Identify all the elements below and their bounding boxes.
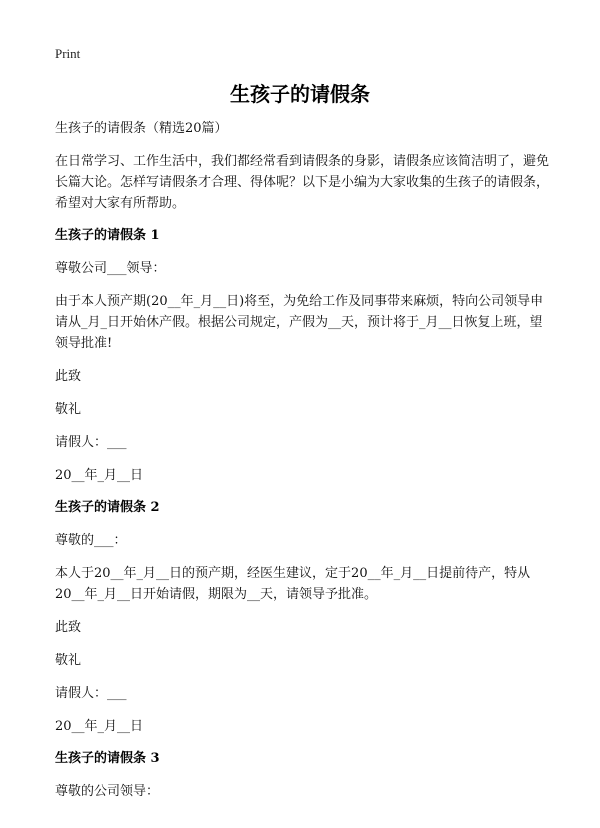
salutation-3: 尊敬的公司领导： (55, 784, 160, 799)
closing-cizhi-2: 此致 (55, 620, 82, 635)
document-body (55, 118, 550, 814)
salutation-2: 尊敬的___： (55, 533, 127, 548)
section-heading-1: 生孩子的请假条 1 (55, 228, 160, 243)
signature-line-2: 请假人：___ (55, 686, 127, 701)
print-link[interactable]: Print (55, 46, 81, 61)
subtitle-paragraph: 生孩子的请假条（精选20篇） (55, 121, 228, 136)
salutation-1: 尊敬公司___领导： (55, 261, 166, 276)
body-paragraph-2: 本人于20__年_月__日的预产期，经医生建议，定于20__年_月__日提前待产，特从20__年_月__日开始请假，期限为__天，请领导予批准。 (55, 566, 531, 602)
date-line-2: 20__年_月__日 (55, 719, 144, 734)
page-title: 生孩子的请假条 (230, 82, 370, 106)
section-heading-3: 生孩子的请假条 3 (55, 751, 160, 766)
closing-jingli-2: 敬礼 (55, 653, 82, 668)
closing-jingli-1: 敬礼 (55, 402, 82, 417)
closing-cizhi-1: 此致 (55, 369, 82, 384)
body-paragraph-1: 由于本人预产期(20__年_月__日)将至，为免给工作及同事带来麻烦，特向公司领导申请从_月_日开始休产假。根据公司规定，产假为__天，预计将于_月__日恢复上班，望领导批准! (55, 294, 544, 351)
section-heading-2: 生孩子的请假条 2 (55, 500, 160, 515)
signature-line-1: 请假人：___ (55, 435, 127, 450)
intro-paragraph: 在日常学习、工作生活中，我们都经常看到请假条的身影，请假条应该简洁明了，避免长篇大论。怎样写请假条才合理、得体呢？以下是小编为大家收集的生孩子的请假条，希望对大家有所帮助。 (55, 154, 550, 211)
date-line-1: 20__年_月__日 (55, 468, 144, 483)
